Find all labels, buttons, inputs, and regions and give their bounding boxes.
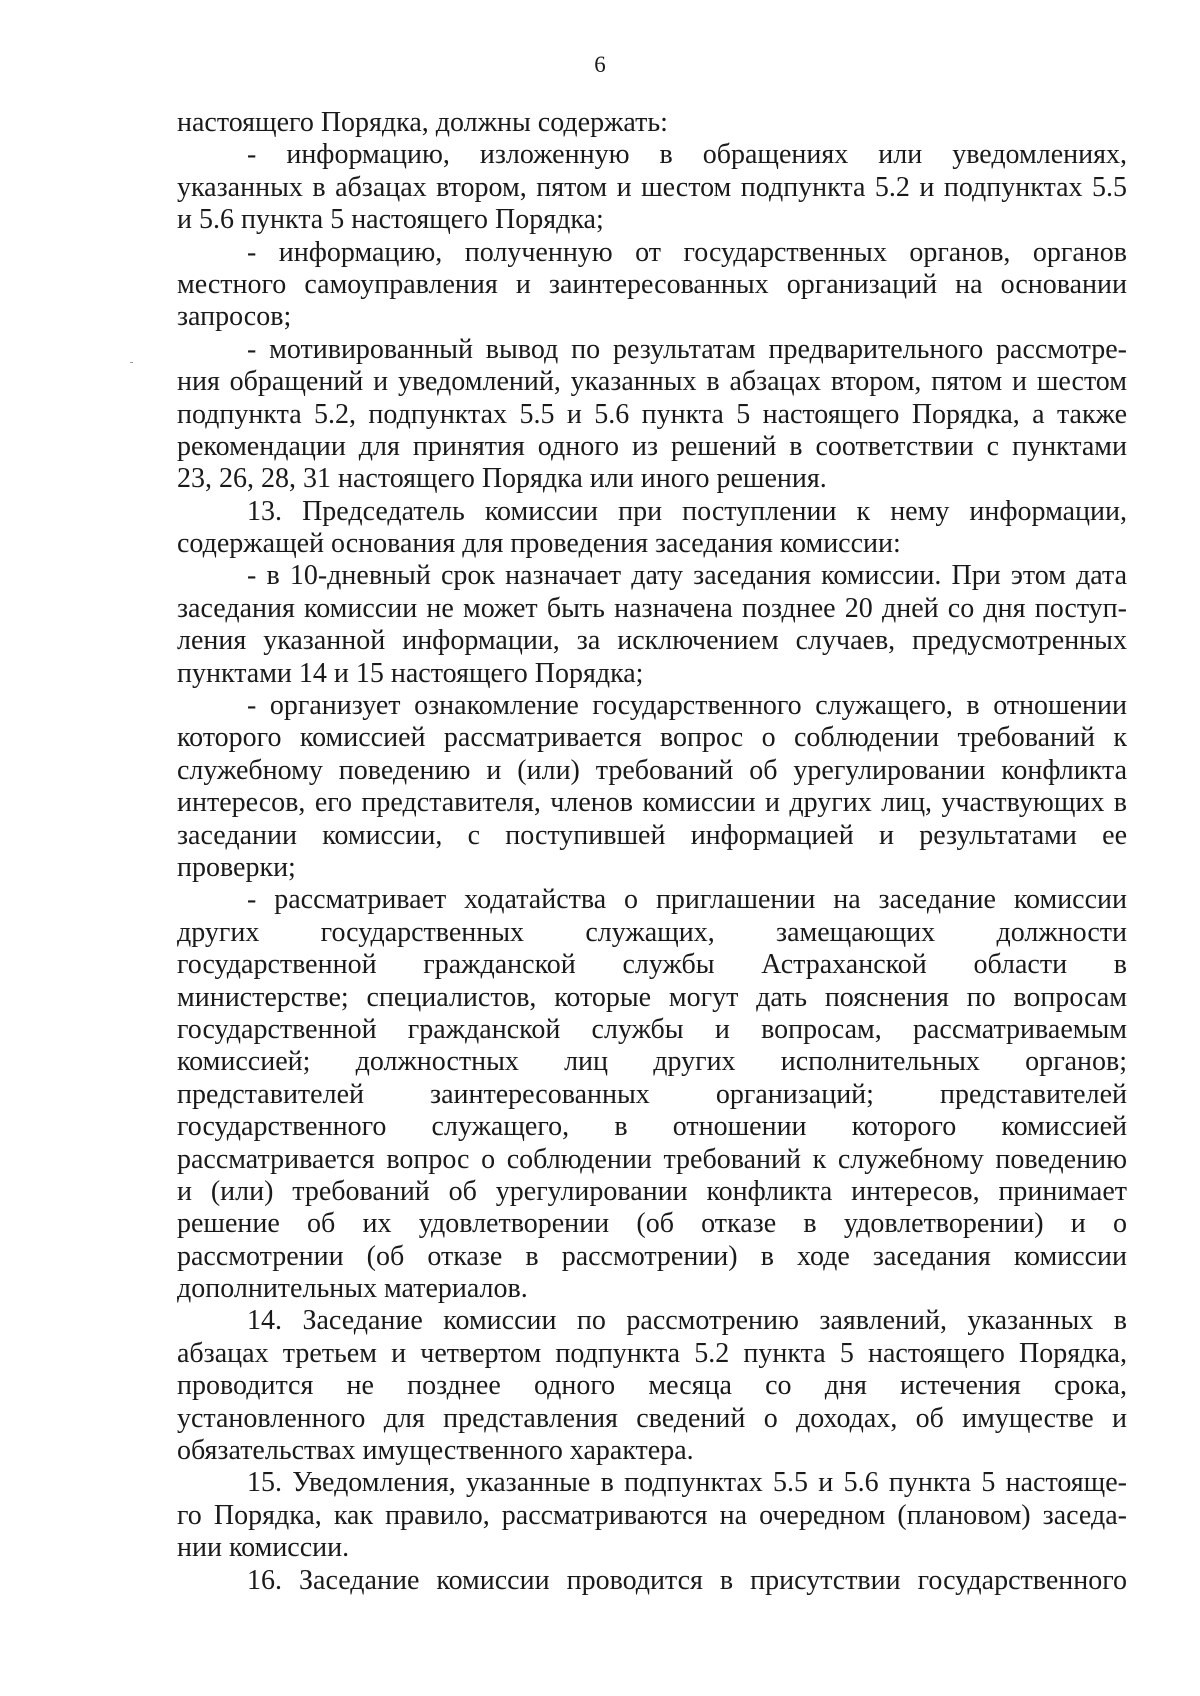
- scan-speck: [130, 362, 133, 363]
- text-line: настоящего Порядка, должны содержать:: [177, 107, 668, 138]
- paragraph: [177, 560, 1127, 690]
- text-line: представителей заинтересованных организаций; представителей: [177, 1078, 1127, 1110]
- text-line: которого комиссией рассматривается вопрос о соблюдении требований к: [177, 722, 1127, 754]
- paragraph: [177, 1565, 1127, 1597]
- text-line: - информацию, изложенную в обращениях или уведомлениях,: [247, 139, 1127, 171]
- text-line: рассматривается вопрос о соблюдении требований к служебному поведению: [177, 1143, 1127, 1175]
- text-line: 15. Уведомления, указанные в подпунктах 5.5 и 5.6 пункта 5 настояще-: [247, 1467, 1127, 1499]
- text-line: содержащей основания для проведения заседания комиссии:: [177, 528, 901, 560]
- text-line: государственного служащего, в отношении которого комиссией: [177, 1111, 1127, 1143]
- text-line: 23, 26, 28, 31 настоящего Порядка или иного решения.: [177, 463, 827, 495]
- paragraph: [177, 690, 1127, 884]
- text-line: подпункта 5.2, подпунктах 5.5 и 5.6 пункта 5 настоящего Порядка, а также: [177, 398, 1127, 430]
- text-line: обязательствах имущественного характера.: [177, 1435, 694, 1467]
- text-line: министерстве; специалистов, которые могут дать пояснения по вопросам: [177, 981, 1127, 1013]
- paragraph: [177, 496, 1127, 561]
- text-line: проводится не позднее одного месяца со дня истечения срока,: [177, 1370, 1127, 1402]
- text-line: - информацию, полученную от государственных органов, органов: [247, 236, 1127, 268]
- paragraph: [177, 107, 1127, 139]
- text-line: ния обращений и уведомлений, указанных в абзацах втором, пятом и шестом: [177, 366, 1127, 398]
- text-line: служебному поведению и (или) требований об урегулировании конфликта: [177, 754, 1127, 786]
- text-line: го Порядка, как правило, рассматриваются на очередном (плановом) заседа-: [177, 1499, 1127, 1531]
- text-line: - организует ознакомление государственного служащего, в отношении: [247, 690, 1127, 722]
- text-line: 13. Председатель комиссии при поступлении к нему информации,: [247, 495, 1127, 527]
- text-line: абзацах третьем и четвертом подпункта 5.2 пункта 5 настоящего Порядка,: [177, 1337, 1127, 1369]
- text-line: 16. Заседание комиссии проводится в присутствии государственного: [247, 1564, 1127, 1596]
- text-line: ления указанной информации, за исключением случаев, предусмотренных: [177, 625, 1127, 657]
- paragraph: [177, 334, 1127, 496]
- text-line: нии комиссии.: [177, 1532, 350, 1564]
- text-line: - мотивированный вывод по результатам предварительного рассмотре-: [247, 333, 1127, 365]
- paragraph: [177, 237, 1127, 334]
- text-line: 14. Заседание комиссии по рассмотрению заявлений, указанных в: [247, 1305, 1127, 1337]
- text-line: и (или) требований об урегулировании конфликта интересов, принимает: [177, 1175, 1127, 1207]
- text-line: установленного для представления сведений о доходах, об имуществе и: [177, 1402, 1127, 1434]
- text-line: других государственных служащих, замещающих должности: [177, 916, 1127, 948]
- text-line: и 5.6 пункта 5 настоящего Порядка;: [177, 204, 604, 236]
- text-line: комиссией; должностных лиц других исполнительных органов;: [177, 1046, 1127, 1078]
- text-line: государственной гражданской службы Астраханской области в: [177, 949, 1127, 981]
- paragraph: [177, 884, 1127, 1305]
- text-line: запросов;: [177, 301, 292, 333]
- text-line: указанных в абзацах втором, пятом и шестом подпункта 5.2 и подпунктах 5.5: [177, 171, 1127, 203]
- text-line: пунктами 14 и 15 настоящего Порядка;: [177, 657, 644, 689]
- text-line: проверки;: [177, 851, 296, 883]
- text-line: - рассматривает ходатайства о приглашении на заседание комиссии: [247, 884, 1127, 916]
- text-line: государственной гражданской службы и вопросам, рассматриваемым: [177, 1013, 1127, 1045]
- text-line: интересов, его представителя, членов комиссии и других лиц, участвующих в: [177, 787, 1127, 819]
- paragraph: [177, 1305, 1127, 1467]
- text-line: дополнительных материалов.: [177, 1273, 528, 1305]
- text-line: заседании комиссии, с поступившей информацией и результатами ее: [177, 819, 1127, 851]
- text-line: местного самоуправления и заинтересованных организаций на основании: [177, 268, 1127, 300]
- text-line: решение об их удовлетворении (об отказе в удовлетворении) и о: [177, 1208, 1127, 1240]
- text-line: рекомендации для принятия одного из решений в соответствии с пунктами: [177, 430, 1127, 462]
- paragraph: [177, 139, 1127, 236]
- page-number: 6: [594, 52, 606, 77]
- text-line: рассмотрении (об отказе в рассмотрении) в ходе заседания комиссии: [177, 1240, 1127, 1272]
- text-line: - в 10-дневный срок назначает дату заседания комиссии. При этом дата: [247, 560, 1127, 592]
- document-body: [177, 107, 1127, 1597]
- paragraph: [177, 1467, 1127, 1564]
- text-line: заседания комиссии не может быть назначена позднее 20 дней со дня поступ-: [177, 592, 1127, 624]
